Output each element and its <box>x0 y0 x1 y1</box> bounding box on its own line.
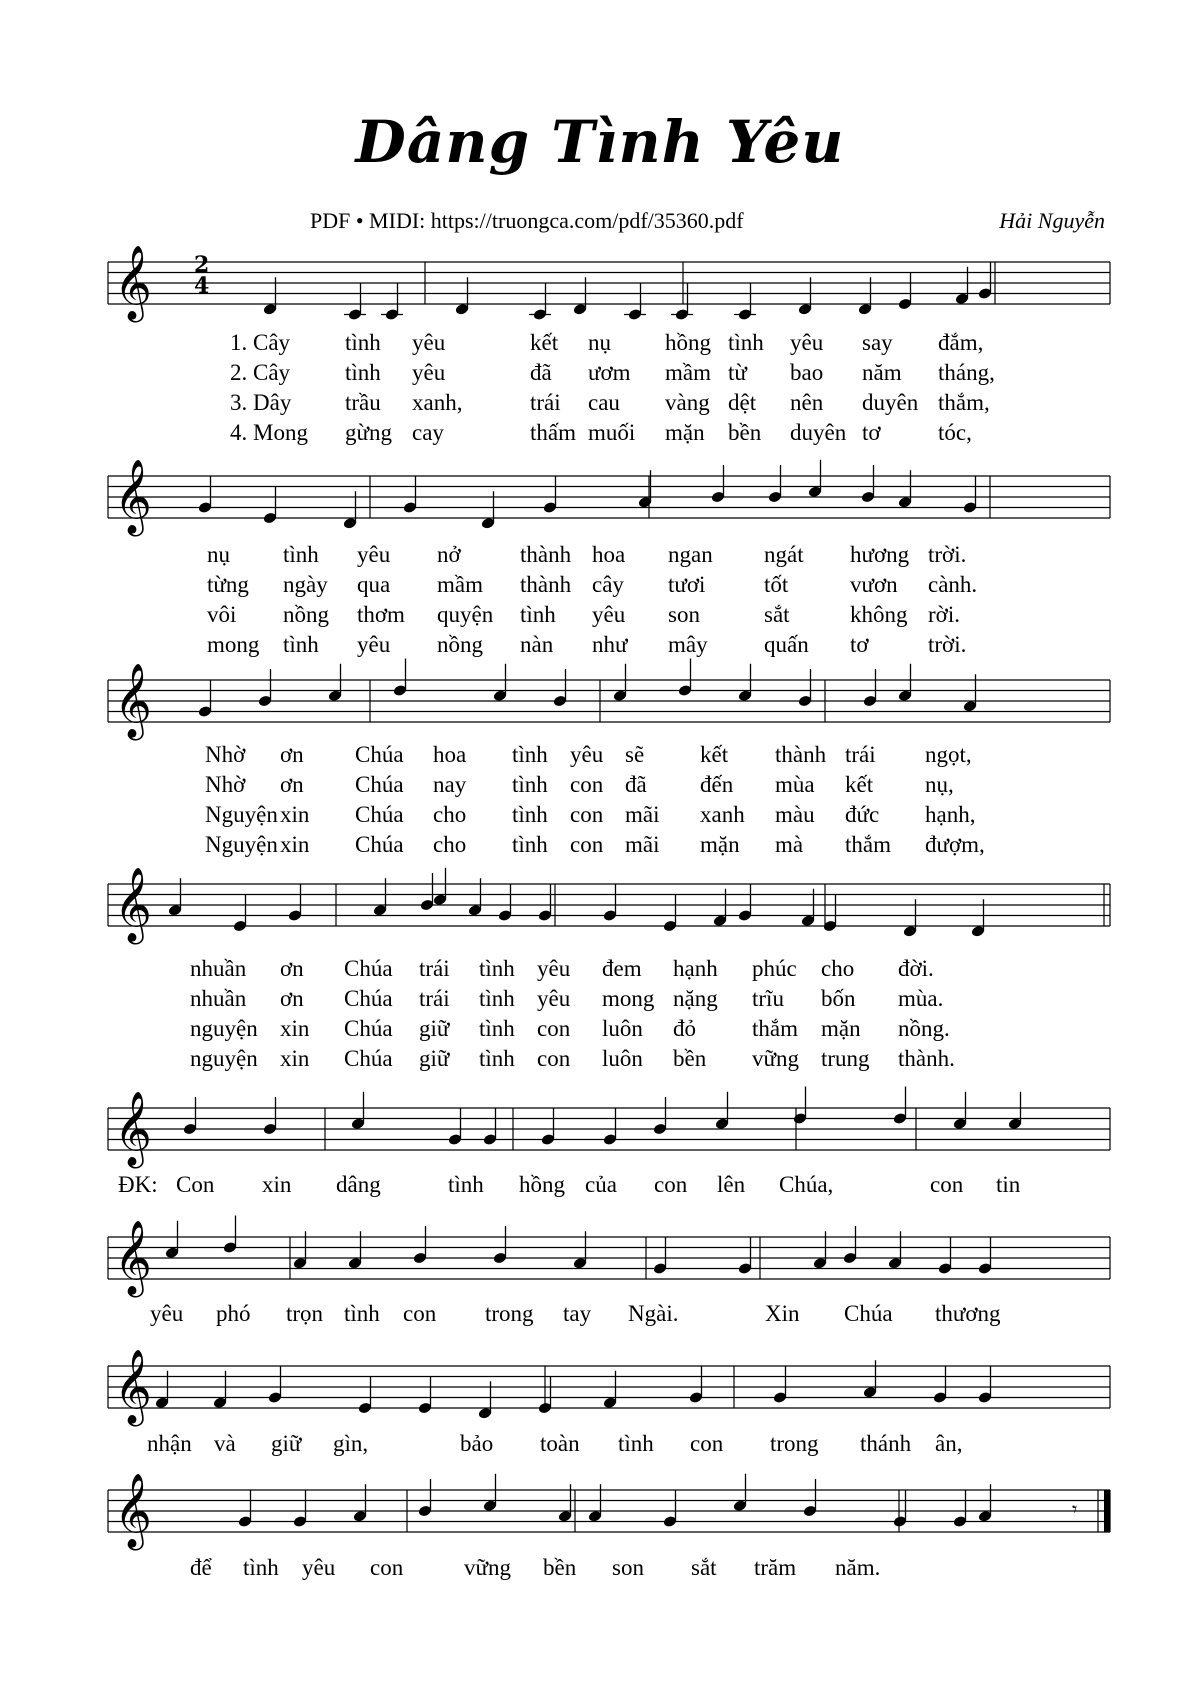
source-link[interactable]: PDF • MIDI: https://truongca.com/pdf/35360.pdf <box>310 208 744 233</box>
lyric-syllable: tay <box>563 1301 592 1326</box>
lyric-syllable: cho <box>433 802 467 827</box>
lyric-syllable: duyên <box>790 420 847 445</box>
lyric-syllable: con <box>403 1301 437 1326</box>
lyric-syllable: xin <box>280 1046 310 1071</box>
lyric-syllable: tình <box>512 772 548 797</box>
lyric-syllable: Chúa <box>844 1301 893 1326</box>
lyric-syllable: trung <box>821 1046 870 1071</box>
lyric-syllable: mùa. <box>898 986 944 1011</box>
lyric-syllable: nồng <box>283 602 329 627</box>
lyric-syllable: con <box>537 1046 571 1071</box>
lyric-syllable: Chúa <box>344 986 393 1011</box>
lyric-syllable: trái <box>419 986 450 1011</box>
lyric-syllable: trong <box>485 1301 534 1326</box>
lyric-syllable: sẽ <box>625 742 645 767</box>
lyric-syllable: tốt <box>764 572 789 597</box>
lyric-syllable: giữ <box>271 1431 302 1456</box>
lyric-syllable: trĩu <box>752 986 784 1011</box>
lyric-syllable: gừng <box>345 420 392 445</box>
lyric-syllable: nhuần <box>190 956 247 981</box>
lyric-syllable: nụ <box>207 542 230 567</box>
lyric-syllable: tình <box>283 542 319 567</box>
lyric-syllable: Chúa <box>355 742 404 767</box>
lyric-syllable: và <box>214 1431 236 1456</box>
lyric-syllable: gìn, <box>333 1431 369 1456</box>
lyric-syllable: tình <box>479 986 515 1011</box>
lyric-syllable: thắm <box>845 832 891 857</box>
lyric-syllable: 4. Mong <box>230 420 308 445</box>
treble-clef-icon: 𝄞 <box>114 1350 152 1424</box>
lyric-syllable: tình <box>512 742 548 767</box>
lyric-syllable: nồng <box>437 632 483 657</box>
lyric-syllable: con <box>690 1431 724 1456</box>
lyric-syllable: nở <box>437 542 461 567</box>
lyric-syllable: thành <box>775 742 827 767</box>
lyric-syllable: phó <box>216 1301 251 1326</box>
lyric-syllable: hồng <box>665 330 711 355</box>
lyric-syllable: muối <box>588 420 636 445</box>
lyric-syllable: con <box>570 772 604 797</box>
lyric-syllable: yêu <box>592 602 626 627</box>
lyric-syllable: cây <box>592 572 624 597</box>
lyric-syllable: vững <box>752 1046 799 1071</box>
lyric-syllable: nguyện <box>190 1016 258 1041</box>
lyric-syllable: đã <box>530 360 552 385</box>
lyric-syllable: son <box>612 1555 644 1580</box>
lyric-syllable: tình <box>618 1431 654 1456</box>
lyric-syllable: cay <box>412 420 444 445</box>
lyric-syllable: kết <box>845 772 874 797</box>
lyric-syllable: trọn <box>286 1301 324 1326</box>
lyric-syllable: thắm, <box>938 390 990 415</box>
lyric-syllable: Nguyện <box>205 832 278 857</box>
lyric-syllable: từng <box>207 572 249 597</box>
refrain-label: ĐK: <box>118 1172 158 1197</box>
lyric-syllable: hoa <box>592 542 626 567</box>
lyric-syllable: ngày <box>283 572 328 597</box>
lyric-syllable: con <box>930 1172 964 1197</box>
lyric-syllable: Nhờ <box>205 772 246 797</box>
lyric-syllable: thấm <box>530 420 576 445</box>
lyric-syllable: trong <box>770 1431 819 1456</box>
treble-clef-icon: 𝄞 <box>114 1221 152 1295</box>
lyric-syllable: bảo <box>460 1431 494 1456</box>
lyric-syllable: sắt <box>764 602 790 627</box>
lyric-syllable: tình <box>283 632 319 657</box>
lyric-syllable: tình <box>479 956 515 981</box>
lyric-syllable: say <box>862 330 893 355</box>
lyric-syllable: 1. Cây <box>230 330 291 355</box>
lyric-syllable: mây <box>668 632 708 657</box>
lyric-syllable: hồng <box>519 1172 565 1197</box>
lyric-syllable: bền <box>543 1555 577 1580</box>
lyric-syllable: của <box>585 1172 617 1197</box>
lyric-syllable: bền <box>673 1046 707 1071</box>
lyric-syllable: đến <box>700 772 734 797</box>
lyric-syllable: bền <box>728 420 762 445</box>
lyric-syllable: trăm <box>754 1555 797 1580</box>
lyric-syllable: xanh, <box>412 390 463 415</box>
lyric-syllable: ơn <box>280 742 304 767</box>
lyric-syllable: Nguyện <box>205 802 278 827</box>
lyric-syllable: Ngài. <box>628 1301 679 1326</box>
lyric-syllable: giữ <box>419 1046 450 1071</box>
lyric-syllable: dâng <box>336 1172 381 1197</box>
treble-clef-icon: 𝄞 <box>114 246 152 320</box>
lyric-syllable: Chúa <box>344 1046 393 1071</box>
lyric-syllable: mong <box>207 632 260 657</box>
treble-clef-icon: 𝄞 <box>114 460 152 534</box>
lyric-syllable: Nhờ <box>205 742 246 767</box>
lyric-syllable: kết <box>700 742 729 767</box>
lyric-syllable: tình <box>520 602 556 627</box>
time-signature-top: 2 <box>194 252 210 278</box>
lyric-syllable: tình <box>512 832 548 857</box>
lyric-syllable: cho <box>821 956 855 981</box>
lyric-syllable: mong <box>602 986 655 1011</box>
lyric-syllable: nay <box>433 772 467 797</box>
lyric-syllable: duyên <box>862 390 919 415</box>
lyric-syllable: ngát <box>764 542 804 567</box>
lyric-syllable: thành <box>520 572 572 597</box>
lyric-syllable: tình <box>243 1555 279 1580</box>
lyric-syllable: kết <box>530 330 559 355</box>
lyric-syllable: xin <box>280 832 310 857</box>
lyric-syllable: sắt <box>691 1555 717 1580</box>
lyric-syllable: tươi <box>668 572 706 597</box>
lyric-syllable: vôi <box>207 602 237 627</box>
lyric-syllable: con <box>537 1016 571 1041</box>
lyric-syllable: trái <box>419 956 450 981</box>
lyric-syllable: tóc, <box>938 420 972 445</box>
treble-clef-icon: 𝄞 <box>114 1092 152 1166</box>
lyric-syllable: hạnh <box>673 956 718 981</box>
lyric-syllable: trái <box>845 742 876 767</box>
lyric-syllable: như <box>592 632 628 657</box>
lyric-syllable: nhận <box>147 1431 192 1456</box>
lyric-syllable: ngan <box>668 542 713 567</box>
song-title: Dâng Tình Yêu <box>355 108 845 176</box>
lyric-syllable: tơ <box>862 420 881 445</box>
lyric-syllable: thành <box>520 542 572 567</box>
lyric-syllable: yêu <box>790 330 824 355</box>
lyric-syllable: thương <box>935 1301 1001 1326</box>
lyric-syllable: yêu <box>570 742 604 767</box>
lyric-syllable: xin <box>280 802 310 827</box>
lyric-syllable: năm <box>862 360 902 385</box>
lyric-syllable: quyện <box>437 602 494 627</box>
lyric-syllable: mặn <box>821 1016 861 1041</box>
lyric-syllable: mùa <box>775 772 815 797</box>
lyric-syllable: Chúa <box>344 956 393 981</box>
lyric-syllable: mầm <box>437 572 483 597</box>
lyric-syllable: tình <box>448 1172 484 1197</box>
lyric-syllable: không <box>850 602 908 627</box>
lyric-syllable: năm. <box>835 1555 881 1580</box>
lyric-syllable: tin <box>996 1172 1021 1197</box>
lyric-syllable: mặn <box>700 832 740 857</box>
lyric-syllable: Xin <box>765 1301 800 1326</box>
lyric-syllable: yêu <box>412 360 446 385</box>
lyric-syllable: son <box>668 602 700 627</box>
treble-clef-icon: 𝄞 <box>114 868 152 942</box>
lyric-syllable: trái <box>530 390 561 415</box>
lyric-syllable: trời. <box>928 542 967 567</box>
lyric-syllable: con <box>654 1172 688 1197</box>
final-barline <box>1104 1490 1110 1532</box>
lyric-syllable: yêu <box>150 1301 184 1326</box>
lyric-syllable: đời. <box>898 956 934 981</box>
lyric-syllable: Chúa <box>355 802 404 827</box>
lyric-syllable: Chúa <box>355 772 404 797</box>
lyric-syllable: nhuần <box>190 986 247 1011</box>
lyric-syllable: xin <box>262 1172 292 1197</box>
lyric-syllable: 2. Cây <box>230 360 291 385</box>
lyric-syllable: toàn <box>540 1431 580 1456</box>
lyric-syllable: nguyện <box>190 1046 258 1071</box>
lyric-syllable: ơn <box>280 956 304 981</box>
lyric-syllable: tình <box>344 1301 380 1326</box>
lyric-syllable: xin <box>280 1016 310 1041</box>
lyric-syllable: yêu <box>357 542 391 567</box>
lyric-syllable: thắm <box>752 1016 798 1041</box>
lyric-syllable: tình <box>479 1016 515 1041</box>
lyric-syllable: mà <box>775 832 804 857</box>
lyric-syllable: mãi <box>625 802 660 827</box>
lyric-syllable: đức <box>845 802 880 827</box>
composer-name: Hải Nguyễn <box>999 208 1105 233</box>
lyric-syllable: cho <box>433 832 467 857</box>
time-signature-bottom: 4 <box>194 273 210 299</box>
lyric-syllable: tháng, <box>938 360 995 385</box>
lyric-syllable: từ <box>728 360 747 385</box>
lyric-syllable: thành. <box>898 1046 955 1071</box>
lyric-syllable: yêu <box>537 956 571 981</box>
lyric-syllable: vươn <box>850 572 898 597</box>
lyric-syllable: Con <box>176 1172 215 1197</box>
treble-clef-icon: 𝄞 <box>114 1474 152 1548</box>
lyric-syllable: con <box>370 1555 404 1580</box>
lyric-syllable: vàng <box>665 390 710 415</box>
lyric-syllable: lên <box>717 1172 746 1197</box>
lyric-syllable: trầu <box>345 390 381 415</box>
lyric-syllable: đem <box>602 956 642 981</box>
lyric-syllable: nên <box>790 390 824 415</box>
lyric-syllable: yêu <box>302 1555 336 1580</box>
lyric-syllable: ơn <box>280 986 304 1011</box>
lyric-syllable: tơ <box>850 632 869 657</box>
lyric-syllable: mãi <box>625 832 660 857</box>
lyric-syllable: Chúa, <box>779 1172 834 1197</box>
lyric-syllable: yêu <box>537 986 571 1011</box>
lyric-syllable: nụ <box>588 330 611 355</box>
lyric-syllable: mầm <box>665 360 711 385</box>
lyric-syllable: thánh <box>860 1431 912 1456</box>
lyric-syllable: tình <box>728 330 764 355</box>
lyric-syllable: tình <box>512 802 548 827</box>
lyric-syllable: tình <box>345 330 381 355</box>
lyric-syllable: rời. <box>928 602 960 627</box>
lyric-syllable: Chúa <box>344 1016 393 1041</box>
lyric-syllable: hoa <box>433 742 467 767</box>
lyric-syllable: yêu <box>357 632 391 657</box>
lyric-syllable: quấn <box>764 632 809 657</box>
lyric-syllable: con <box>570 832 604 857</box>
lyric-syllable: phúc <box>752 956 797 981</box>
lyric-syllable: trời. <box>928 632 967 657</box>
lyric-syllable: dệt <box>728 390 757 415</box>
lyric-syllable: giữ <box>419 1016 450 1041</box>
treble-clef-icon: 𝄞 <box>114 664 152 738</box>
lyric-syllable: hương <box>850 542 910 567</box>
lyric-syllable: ngọt, <box>925 742 972 767</box>
lyric-syllable: nặng <box>673 986 718 1011</box>
lyric-syllable: ơn <box>280 772 304 797</box>
lyric-syllable: đỏ <box>673 1016 696 1041</box>
lyric-syllable: cau <box>588 390 620 415</box>
lyric-syllable: 3. Dây <box>230 390 292 415</box>
lyric-syllable: bao <box>790 360 824 385</box>
lyric-syllable: để <box>190 1555 212 1580</box>
lyric-syllable: mặn <box>665 420 705 445</box>
lyric-syllable: ân, <box>935 1431 963 1456</box>
lyric-syllable: ươm <box>588 360 631 385</box>
lyric-syllable: xanh <box>700 802 745 827</box>
eighth-rest-icon: 𝄾 <box>1072 1497 1078 1521</box>
lyric-syllable: luôn <box>602 1016 643 1041</box>
lyric-syllable: đắm, <box>938 330 984 355</box>
lyric-syllable: vững <box>464 1555 511 1580</box>
lyric-syllable: tình <box>345 360 381 385</box>
lyric-syllable: cành. <box>928 572 978 597</box>
lyric-syllable: nồng. <box>898 1016 950 1041</box>
lyric-syllable: tình <box>479 1046 515 1071</box>
lyric-syllable: con <box>570 802 604 827</box>
lyric-syllable: yêu <box>412 330 446 355</box>
lyric-syllable: luôn <box>602 1046 643 1071</box>
lyric-syllable: thơm <box>357 602 405 627</box>
lyric-syllable: đượm, <box>925 832 985 857</box>
lyric-syllable: Chúa <box>355 832 404 857</box>
lyric-syllable: hạnh, <box>925 802 976 827</box>
lyric-syllable: qua <box>357 572 391 597</box>
lyric-syllable: đã <box>625 772 647 797</box>
lyric-syllable: nụ, <box>925 772 954 797</box>
lyric-syllable: bốn <box>821 986 856 1011</box>
lyric-syllable: nàn <box>520 632 554 657</box>
lyric-syllable: màu <box>775 802 815 827</box>
